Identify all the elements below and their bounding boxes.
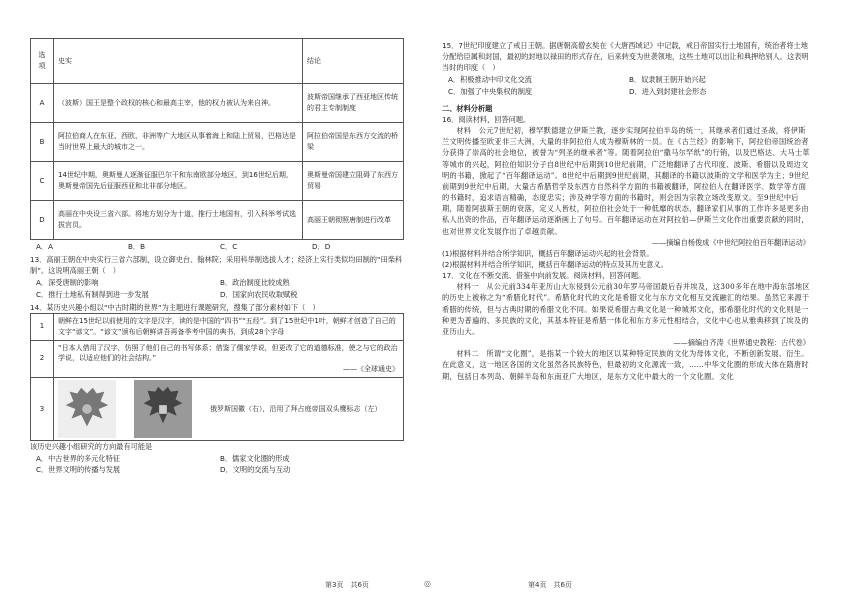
q16-stem: 16．阅读材料，回答问题。 (442, 114, 531, 124)
q16-sub1: (1)根据材料并结合所学知识，概括百年翻译运动兴起的社会背景。 (442, 248, 654, 258)
q14-after: 该历史兴趣小组研究的方向最有可能是 (30, 442, 153, 452)
header-option: 选 项 (31, 39, 54, 84)
row-number: 2 (31, 340, 54, 378)
row-text: 朝鲜在15世纪以前使用的文字是汉字，读的是中国的“四书”“五经”。到了15世纪中1叶，朝鲜才创造了自己的文字“谚文”。“谚文”颁布后朝鲜讲吾再备季考中国的典书，到成28个字母 (54, 313, 404, 340)
q16-sub2: (2)根据材料并结合所学知识，概括百年翻译运动的特点及其历史意义。 (442, 259, 668, 269)
q14-options (36, 453, 404, 475)
q17-material-1-source: ——摘编自齐涛《世界通史教程：古代卷》 (673, 338, 810, 348)
row-cell (54, 378, 404, 441)
q16-source: ——摘编自杨俊成《中世纪阿拉伯百年翻译运动》 (651, 237, 810, 247)
table-row (31, 340, 404, 378)
q13-stem: 13．高丽王朝在中央实行三省六部制，设立御史台、翰林院；采用科举制选拔人才；经济上实行类似均田制的“田柴科制”。这说明高丽王朝（ ） (30, 255, 403, 276)
right-content (442, 40, 810, 382)
q15-option-c[interactable]: C．加强了中央集权的制度 (448, 86, 533, 96)
q14-option-d[interactable]: D．文明的交流与互动 (220, 465, 291, 475)
row-fact: 14世纪中期，奥斯曼人逐渐征服巴尔干和东南欧部分地区，到16世纪后期，奥斯曼帝国先后征服西亚和北非部分地区。 (54, 162, 303, 201)
q13-option-b[interactable]: B．政治制度比较成熟 (220, 278, 290, 288)
table-row (31, 313, 404, 340)
q15-option-a[interactable]: A．积极推动中印文化交流 (448, 75, 532, 85)
q14-option-c[interactable]: C．世界文明的传播与发展 (36, 465, 121, 475)
q14-table (30, 313, 404, 441)
row-option: A (31, 84, 54, 123)
binding-mark-icon: ◎ (424, 579, 431, 588)
row-number: 3 (31, 378, 54, 441)
q12-option-a[interactable]: A．A (36, 242, 54, 251)
table-row (31, 84, 404, 123)
table-row (31, 378, 404, 441)
row-fact: （波斯）国王是整个政权的核心和最高主宰，他的权力被认为来自神。 (54, 84, 303, 123)
row-conclusion: 高丽王朝彻照唐制进行改革 (303, 201, 404, 240)
q12-options (36, 241, 404, 252)
section-heading: 二、材料分析题 (442, 103, 493, 113)
q13-option-d[interactable]: D．国家向农民收取赋税 (220, 289, 298, 299)
q12-option-b[interactable]: B．B (128, 242, 146, 251)
table-row (31, 201, 404, 240)
row-number: 1 (31, 313, 54, 340)
q17-material-1: 材料一 从公元前334年亚历山大东侵到公元前30年罗马帝国最后吞并埃及，这300多年在地中海东部地区的历史上被称之为“希腊化时代”。希腊化时代的文化是希腊文化与东方文化相互交流融汇的结果。虽然它来源于希腊的传统，但与古典时期的希腊文化不同。如果说希腊古典文化是一种城邦文化，那希腊化时代的文化则是一种更为普遍的、多民族的文化，其基本特征是希腊一体化和东方多元性相结合，文化中心也从雅典移到了埃及的亚历山大。 (442, 282, 810, 336)
emblem-row (58, 380, 399, 438)
q14-option-b[interactable]: B．儒家文化圈的形成 (220, 454, 290, 464)
row-option: C (31, 162, 54, 201)
row-conclusion: 阿拉伯帝国是东西方交流的桥梁 (303, 123, 404, 162)
q14-stem: 14．某历史兴趣小组以“中古时期的世界”为主题进行课题研究，搜集了部分素材如下（ ） (30, 302, 320, 312)
row-cell (54, 340, 404, 378)
q15-option-d[interactable]: D．进入到封建社会形态 (629, 86, 707, 96)
table-header-row (31, 39, 404, 84)
row-fact: 阿拉伯商人在东亚、西欧、非洲等广大地区从事着海上和陆上贸易，巴格达是当时世界上最大的城市之一。 (54, 123, 303, 162)
q16-material: 材料 公元7世纪初，穆罕默德建立伊斯兰教，逐步实现阿拉伯半岛的统一，其继承者们通过圣战，将伊斯兰文明传播至欧亚非三大洲，大量的非阿拉伯人成为穆斯林的一员。在《古兰经》的影响下，阿拉伯帝国统治者分获得了崇高的社会地位，被誉为“列圣的继承者”等。随着阿拉伯“撒马尔罕纸”的行销，以及巴格达、大马士革等城市的兴起，阿拉伯知识分子自8世纪中后期到10世纪前期，广泛地翻译了古代印度、波斯、希腊以及周边文明的书籍，掀起了“百年翻译运动”。8世纪中后期到9世纪前期，其翻译的书籍以波斯的文学和医学为主；9世纪前期到9世纪中后期，大量古希腊哲学及东西方自然科学方面的书籍被翻译，阿拉伯人在翻译医学、数学等方面的书籍时，追求语言精确，态度忠实；涉及神学等方面的书籍时，则会因为宗教立场改变原文。至9世纪中后期，随着阿拔斯王朝的衰落，定义人皆杖，阿拉伯社会处于一种低靡的状态，翻译家们从事的工作许多是更多由私人出资的作品，百年翻译运动逐渐画上了句号。百年翻译运动在对阿拉伯—伊斯兰文化作出重要贡献的同时，也对世界文化发展作出了卓越贡献。 (442, 126, 810, 236)
q13-options (36, 277, 404, 299)
q17-material-2: 材料二 所谓“文化圈”，是指某一个较大的地区以某种特定民族的文化为母体文化，不断创新发展、衍生。在此意义，这一地区各国的文化虽然各民族特色，但最初的文化源流一致，……中华文化圈的形成大体在隋唐时期，包括日本列岛、朝鲜半岛和东南亚广大地区，是东方文化中最大的一个文化圈。文化 (442, 349, 809, 381)
row-fact: 高丽在中央设三省六部。将地方划分为十道，推行土地国有，引入科举考试选拔官员。 (54, 201, 303, 240)
q13-option-c[interactable]: C．推行土地私有制得到进一步发展 (36, 289, 149, 299)
row-conclusion: 波斯帝国继承了西亚地区传统的君主专制制度 (303, 84, 404, 123)
left-content (30, 40, 404, 478)
q15-stem: 15．7世纪印度建立了戒日王朝。据唐朝高僧玄奘在《大唐西域记》中记载，戒日帝国实行土地国有，统治者将土地分配给臣属和封国，最初的封地以禄田的形式存在，后来转变为世袭领地，这些土地可以出让和典押给别人。这表明当时的印度（ ） (442, 41, 809, 73)
row-option: B (31, 123, 54, 162)
table-row (31, 123, 404, 162)
q13-option-a[interactable]: A．深受唐制的影响 (36, 278, 99, 288)
q15-option-b[interactable]: B．奴隶制王朝开始兴起 (629, 75, 706, 85)
q12-option-d[interactable]: D．D (312, 242, 331, 251)
header-conclusion: 结论 (303, 39, 404, 84)
page-number: 第4页 共6页 (528, 581, 572, 589)
q12-table (30, 38, 404, 240)
row-option: D (31, 201, 54, 240)
row-source: ——《全球通史》 (343, 365, 399, 374)
russian-coat-of-arms-icon (134, 380, 192, 438)
page-right (430, 0, 860, 608)
row-conclusion: 奥斯曼帝国建立阻碍了东西方贸易 (303, 162, 404, 201)
row-text: 俄罗斯国徽（右），沿用了拜占庭帝国双头鹰标志（左） (210, 404, 382, 413)
q14-option-a[interactable]: A．中古世界的多元化特征 (36, 454, 120, 464)
byzantine-eagle-icon (58, 380, 116, 438)
q12-option-c[interactable]: C．C (220, 242, 238, 251)
q17-stem: 17．文化在不断交流、借鉴中向前发展。阅读材料，回答问题。 (442, 271, 646, 281)
page-number: 第3页 共6页 (325, 581, 369, 589)
header-fact: 史实 (54, 39, 303, 84)
table-row (31, 162, 404, 201)
row-text: “日本人借用了汉字，仿照了他们自己的书写体系；借鉴了儒家学说，但更改了它的道德标准，使之与它的政治学说，以适应他们的社会结构。” (58, 343, 398, 363)
q15-options (448, 74, 810, 96)
